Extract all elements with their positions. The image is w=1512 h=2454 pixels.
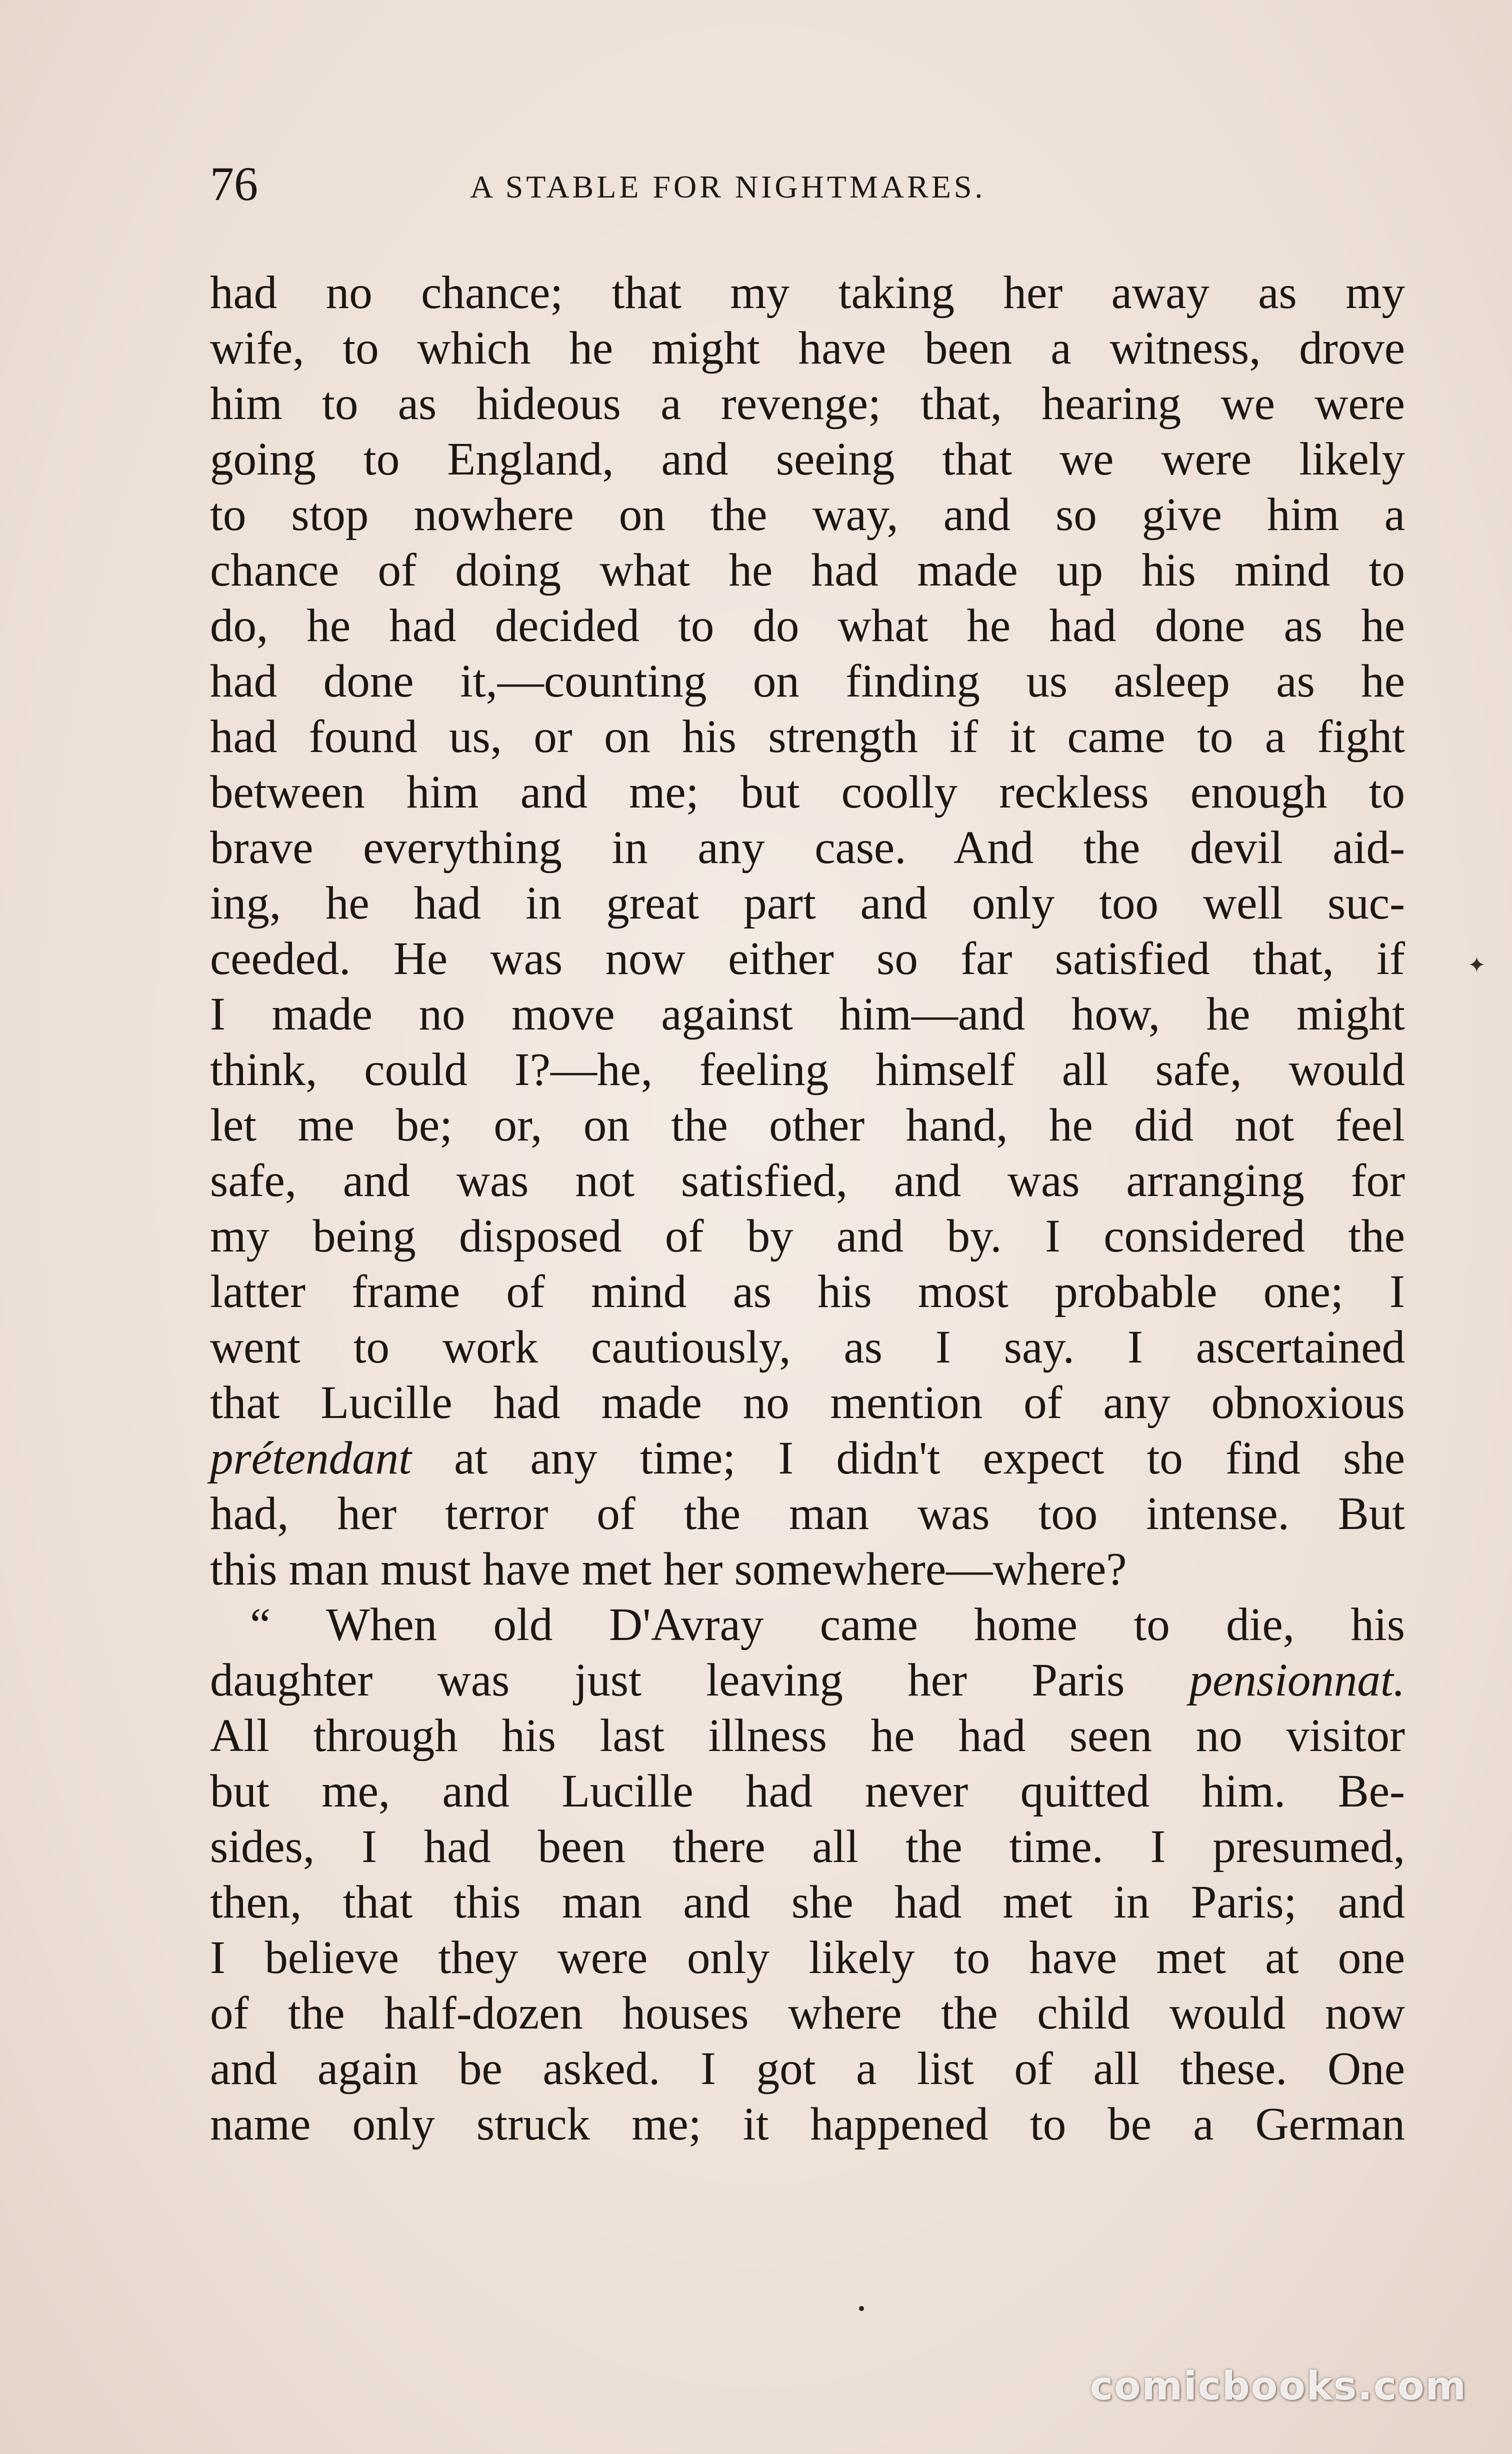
text-line: going to England, and seeing that we were likely (210, 434, 1405, 485)
text-line: him to as hideous a revenge; that, hearing we were (210, 378, 1405, 430)
text-line (210, 1430, 1405, 1486)
text-line: had found us, or on his strength if it came to a fight (210, 711, 1405, 762)
text-line: went to work cautiously, as I say. I ascertained (210, 1322, 1405, 1373)
text-line: had done it,—counting on finding us asleep as he (210, 656, 1405, 707)
text-line: then, that this man and she had met in Paris; and (210, 1876, 1405, 1928)
text-line: wife, to which he might have been a witness, drove (210, 322, 1405, 374)
text-line: ing, he had in great part and only too well suc- (210, 878, 1405, 929)
text-line: All through his last illness he had seen no visitor (210, 1710, 1405, 1762)
page-number: 76 (210, 157, 258, 210)
text-line: latter frame of mind as his most probable one; I (210, 1266, 1405, 1318)
text-line: chance of doing what he had made up his mind to (210, 544, 1405, 596)
watermark: comicbooks.com (1090, 2364, 1467, 2409)
text-line: had, her terror of the man was too intense. But (210, 1488, 1405, 1540)
text-span: at any time; I didn't expect to find she (411, 1432, 1405, 1484)
text-span: daughter was just leaving her Paris (210, 1654, 1190, 1706)
text-line: and again be asked. I got a list of all these. One (210, 2043, 1405, 2094)
italic-word: prétendant (210, 1432, 412, 1484)
text-line: sides, I had been there all the time. I presumed, (210, 1821, 1405, 1872)
text-line: safe, and was not satisfied, and was arranging for (210, 1155, 1405, 1206)
text-line: my being disposed of by and by. I considered the (210, 1210, 1405, 1262)
running-title: A STABLE FOR NIGHTMARES. (470, 169, 986, 204)
body-text (210, 265, 1405, 2152)
text-line: to stop nowhere on the way, and so give him a (210, 489, 1405, 540)
text-line: brave everything in any case. And the devil aid- (210, 822, 1405, 874)
margin-mark-icon: ✦ (1468, 952, 1486, 978)
text-line: that Lucille had made no mention of any obnoxious (210, 1377, 1405, 1428)
text-line: ceeded. He was now either so far satisfied that, if (210, 933, 1405, 984)
text-line: name only struck me; it happened to be a German (210, 2098, 1405, 2150)
text-line: but me, and Lucille had never quitted him. Be- (210, 1766, 1405, 1817)
text-line: “ When old D'Avray came home to die, his (250, 1599, 1405, 1650)
text-line: let me be; or, on the other hand, he did not feel (210, 1100, 1405, 1151)
text-line (210, 1652, 1405, 1708)
text-line: I believe they were only likely to have met at one (210, 1932, 1405, 1984)
text-line: of the half-dozen houses where the child would now (210, 1988, 1405, 2039)
text-line: this man must have met her somewhere—where? (210, 1544, 1127, 1595)
text-line: between him and me; but coolly reckless enough to (210, 766, 1405, 818)
text-line: do, he had decided to do what he had done as he (210, 600, 1405, 652)
page-header (210, 159, 1160, 214)
italic-word: pensionnat. (1189, 1654, 1405, 1706)
ink-speck-icon (859, 2306, 864, 2311)
text-line: had no chance; that my taking her away as my (210, 267, 1405, 318)
text-line: I made no move against him—and how, he might (210, 988, 1405, 1040)
text-line: think, could I?—he, feeling himself all safe, would (210, 1044, 1405, 1096)
